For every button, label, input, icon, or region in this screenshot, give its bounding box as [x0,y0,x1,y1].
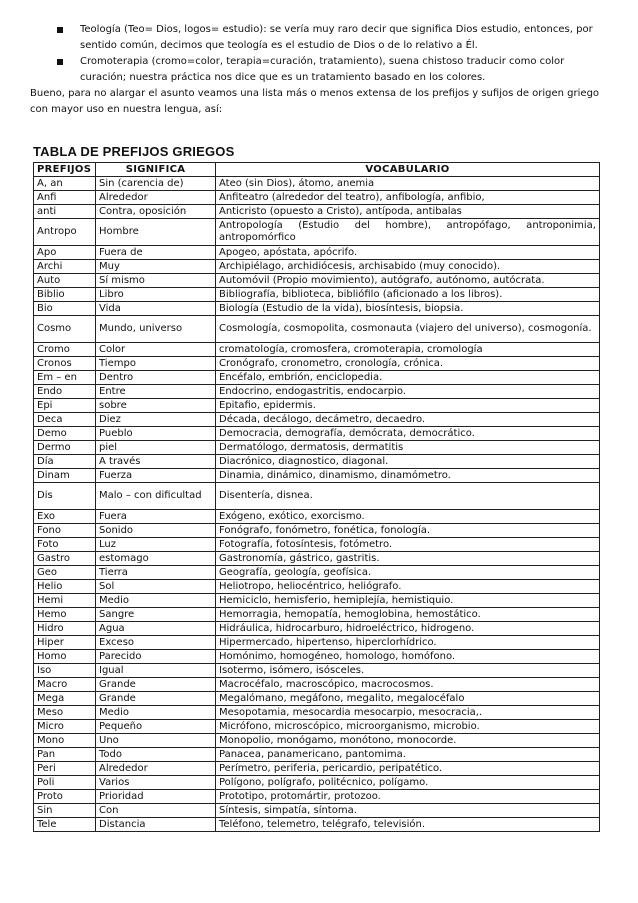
meaning-cell: Sí mismo [96,274,216,288]
prefix-cell: Iso [34,664,96,678]
vocabulary-cell: Fonógrafo, fonómetro, fonética, fonología. [216,524,600,538]
prefix-cell: Tele [34,818,96,832]
meaning-cell: Pequeño [96,720,216,734]
table-row [34,664,600,678]
table-row [34,650,600,664]
vocabulary-cell: Apogeo, apóstata, apócrifo. [216,246,600,260]
meaning-cell: Grande [96,678,216,692]
meaning-cell: Exceso [96,636,216,650]
prefix-cell: Fono [34,524,96,538]
prefix-cell: Geo [34,566,96,580]
table-row [34,219,600,246]
table-row [34,441,600,455]
table-row [34,455,600,469]
prefix-cell: Hiper [34,636,96,650]
bullet-item [80,54,602,86]
meaning-cell: Prioridad [96,790,216,804]
prefix-cell: Biblio [34,288,96,302]
meaning-cell: Fuera [96,510,216,524]
meaning-cell: A través [96,455,216,469]
meaning-cell: Hombre [96,219,216,246]
table-row [34,580,600,594]
prefix-cell: Helio [34,580,96,594]
vocabulary-cell: Dinamia, dinámico, dinamismo, dinamómetro. [216,469,600,483]
vocabulary-cell: Micrófono, microscópico, microorganismo, microbio. [216,720,600,734]
meaning-cell: Fuerza [96,469,216,483]
table-row [34,748,600,762]
meaning-cell: Medio [96,594,216,608]
vocabulary-cell: Década, decálogo, decámetro, decaedro. [216,413,600,427]
prefix-cell: Dinam [34,469,96,483]
table-row [34,357,600,371]
prefix-cell: Hidro [34,622,96,636]
meaning-cell: Alrededor [96,191,216,205]
table-title: TABLA DE PREFIJOS GRIEGOS [33,144,235,159]
vocabulary-cell: Polígono, polígrafo, politécnico, polígamo. [216,776,600,790]
prefix-cell: anti [34,205,96,219]
square-bullet-icon [57,59,63,65]
meaning-cell: Contra, oposición [96,205,216,219]
meaning-cell: Agua [96,622,216,636]
vocabulary-cell: Biología (Estudio de la vida), biosíntesis, biopsia. [216,302,600,316]
table-row [34,706,600,720]
prefix-cell: Dis [34,483,96,510]
meaning-cell: Distancia [96,818,216,832]
meaning-cell: Parecido [96,650,216,664]
meaning-cell: Medio [96,706,216,720]
vocabulary-cell: Prototipo, protomártir, protozoo. [216,790,600,804]
meaning-cell: Uno [96,734,216,748]
meaning-cell: Con [96,804,216,818]
meaning-cell: Luz [96,538,216,552]
meaning-cell: piel [96,441,216,455]
vocabulary-cell: Epitafio, epidermis. [216,399,600,413]
prefix-cell: A, an [34,177,96,191]
table-row [34,622,600,636]
table-row [34,205,600,219]
meaning-cell: Muy [96,260,216,274]
table-row [34,818,600,832]
table-row [34,246,600,260]
table-row [34,594,600,608]
table-row [34,483,600,510]
prefix-cell: Hemo [34,608,96,622]
table-row [34,720,600,734]
meaning-cell: Libro [96,288,216,302]
meaning-cell: Vida [96,302,216,316]
meaning-cell: Igual [96,664,216,678]
prefix-cell: Antropo [34,219,96,246]
square-bullet-icon [57,27,63,33]
table-row [34,413,600,427]
table-row [34,692,600,706]
prefix-cell: Sin [34,804,96,818]
table-row [34,538,600,552]
bullet-text: Teología (Teo= Dios, logos= estudio): se vería muy raro decir que significa Dios estudio, entonces, por sentido común, decimos que teología es el estudio de Dios o de lo relativo a Él. [80,24,593,51]
table-row [34,343,600,357]
meaning-cell: Color [96,343,216,357]
table-header-row [34,163,600,177]
table-row [34,427,600,441]
vocabulary-cell: Cosmología, cosmopolita, cosmonauta (viajero del universo), cosmogonía. [216,316,600,343]
table-row [34,762,600,776]
meaning-cell: Sonido [96,524,216,538]
table-row [34,636,600,650]
prefix-cell: Mega [34,692,96,706]
meaning-cell: Alrededor [96,762,216,776]
greek-prefix-table [33,162,600,832]
prefix-cell: Demo [34,427,96,441]
meaning-cell: Todo [96,748,216,762]
header-vocabulario: VOCABULARIO [216,163,600,177]
bullet-item [80,22,602,54]
vocabulary-cell: Anfiteatro (alrededor del teatro), anfibología, anfibio, [216,191,600,205]
prefix-cell: Apo [34,246,96,260]
vocabulary-cell: Gastronomía, gástrico, gastritis. [216,552,600,566]
table-row [34,469,600,483]
header-prefijos: PREFIJOS [34,163,96,177]
table-row [34,566,600,580]
prefix-cell: Micro [34,720,96,734]
meaning-cell: estomago [96,552,216,566]
vocabulary-cell: Homónimo, homogéneo, homologo, homófono. [216,650,600,664]
vocabulary-cell: Exógeno, exótico, exorcismo. [216,510,600,524]
prefix-cell: Proto [34,790,96,804]
meaning-cell: Entre [96,385,216,399]
table-row [34,316,600,343]
table-row [34,552,600,566]
prefix-cell: Epi [34,399,96,413]
table-row [34,734,600,748]
vocabulary-cell: Hemorragia, hemopatía, hemoglobina, hemostático. [216,608,600,622]
vocabulary-cell: Síntesis, simpatía, síntoma. [216,804,600,818]
meaning-cell: Tierra [96,566,216,580]
vocabulary-cell: Disentería, disnea. [216,483,600,510]
vocabulary-cell: Fotografía, fotosíntesis, fotómetro. [216,538,600,552]
meaning-cell: Sin (carencia de) [96,177,216,191]
vocabulary-cell: Mesopotamia, mesocardia mesocarpio, mesocracia,. [216,706,600,720]
table-row [34,399,600,413]
vocabulary-cell: Heliotropo, heliocéntrico, heliógrafo. [216,580,600,594]
vocabulary-cell: Anticristo (opuesto a Cristo), antípoda, antibalas [216,205,600,219]
table-row [34,191,600,205]
vocabulary-cell: Hidráulica, hidrocarburo, hidroeléctrico, hidrogeno. [216,622,600,636]
prefix-cell: Endo [34,385,96,399]
table-row [34,678,600,692]
vocabulary-cell: Hemiciclo, hemisferio, hemiplejía, hemistiquio. [216,594,600,608]
meaning-cell: sobre [96,399,216,413]
vocabulary-cell: Diacrónico, diagnostico, diagonal. [216,455,600,469]
meaning-cell: Tiempo [96,357,216,371]
prefix-cell: Macro [34,678,96,692]
vocabulary-cell: Macrocéfalo, macroscópico, macrocosmos. [216,678,600,692]
vocabulary-cell: Isotermo, isómero, isósceles. [216,664,600,678]
vocabulary-cell: Monopolio, monógamo, monótono, monocorde. [216,734,600,748]
vocabulary-cell: Encéfalo, embrión, enciclopedia. [216,371,600,385]
table-row [34,790,600,804]
meaning-cell: Fuera de [96,246,216,260]
vocabulary-cell: cromatología, cromosfera, cromoterapia, cromología [216,343,600,357]
prefix-cell: Poli [34,776,96,790]
meaning-cell: Sol [96,580,216,594]
prefix-cell: Bio [34,302,96,316]
prefix-cell: Homo [34,650,96,664]
vocabulary-cell: Perímetro, periferia, pericardio, peripatético. [216,762,600,776]
table-row [34,804,600,818]
table-row [34,302,600,316]
prefix-cell: Hemi [34,594,96,608]
prefix-cell: Cronos [34,357,96,371]
header-significa: SIGNIFICA [96,163,216,177]
vocabulary-cell: Panacea, panamericano, pantomima. [216,748,600,762]
meaning-cell: Dentro [96,371,216,385]
prefix-cell: Anfi [34,191,96,205]
table-row [34,385,600,399]
vocabulary-cell: Cronógrafo, cronometro, cronología, crónica. [216,357,600,371]
vocabulary-cell: Archipiélago, archidiócesis, archisabido (muy conocido). [216,260,600,274]
prefix-cell: Meso [34,706,96,720]
vocabulary-cell: Automóvil (Propio movimiento), autógrafo, autónomo, autócrata. [216,274,600,288]
vocabulary-cell: Teléfono, telemetro, telégrafo, televisión. [216,818,600,832]
prefix-cell: Deca [34,413,96,427]
prefix-cell: Día [34,455,96,469]
vocabulary-cell: Antropología (Estudio del hombre), antropófago, antroponimia, antropomórfico [216,219,600,246]
table-row [34,608,600,622]
meaning-cell: Malo – con dificultad [96,483,216,510]
table-row [34,510,600,524]
intro-section [30,22,602,118]
meaning-cell: Varios [96,776,216,790]
table-row [34,776,600,790]
prefix-cell: Auto [34,274,96,288]
meaning-cell: Grande [96,692,216,706]
prefix-cell: Cromo [34,343,96,357]
vocabulary-cell: Bibliografía, biblioteca, bibliófilo (aficionado a los libros). [216,288,600,302]
meaning-cell: Sangre [96,608,216,622]
vocabulary-cell: Dermatólogo, dermatosis, dermatitis [216,441,600,455]
vocabulary-cell: Ateo (sin Dios), átomo, anemia [216,177,600,191]
table-row [34,524,600,538]
prefix-cell: Dermo [34,441,96,455]
vocabulary-cell: Hipermercado, hipertenso, hiperclorhídrico. [216,636,600,650]
table-row [34,177,600,191]
meaning-cell: Pueblo [96,427,216,441]
prefix-cell: Mono [34,734,96,748]
table-row [34,288,600,302]
vocabulary-cell: Democracia, demografía, demócrata, democrático. [216,427,600,441]
table-body [34,177,600,832]
prefix-cell: Archi [34,260,96,274]
prefix-cell: Pan [34,748,96,762]
vocabulary-cell: Endocrino, endogastritis, endocarpio. [216,385,600,399]
prefix-cell: Gastro [34,552,96,566]
bullet-text: Cromoterapia (cromo=color, terapia=curación, tratamiento), suena chistoso traducir como color curación; nuestra práctica nos dice que es un tratamiento basado en los colores. [80,56,565,83]
vocabulary-cell: Geografía, geología, geofísica. [216,566,600,580]
prefix-cell: Peri [34,762,96,776]
prefix-cell: Foto [34,538,96,552]
prefix-cell: Cosmo [34,316,96,343]
prefix-cell: Exo [34,510,96,524]
table-row [34,274,600,288]
table-row [34,260,600,274]
intro-bullet-list [30,22,602,86]
intro-paragraph: Bueno, para no alargar el asunto veamos una lista más o menos extensa de los prefijos y sufijos de origen griego con mayor uso en nuestra lengua, así: [30,88,600,115]
meaning-cell: Diez [96,413,216,427]
prefix-cell: Em – en [34,371,96,385]
vocabulary-cell: Megalómano, megáfono, megalito, megalocéfalo [216,692,600,706]
table-row [34,371,600,385]
meaning-cell: Mundo, universo [96,316,216,343]
